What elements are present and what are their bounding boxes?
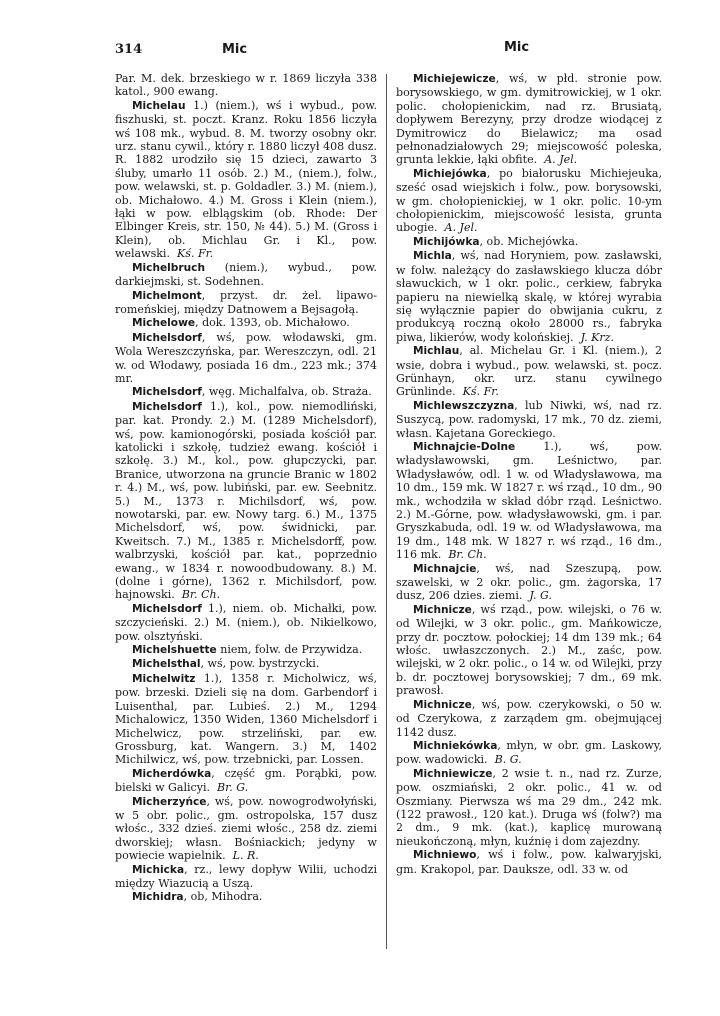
- entry-headword: Michicka: [132, 863, 185, 876]
- dictionary-entry: [115, 890, 377, 904]
- dictionary-entry: [115, 643, 377, 657]
- dictionary-entry: [115, 385, 377, 399]
- entry-text: 1.), niem. ob. Michałki, pow. szczycieński. 2.) M. (niem.), ob. Nikielkowo, pow. olsztyński.: [115, 601, 377, 643]
- dictionary-entry: [396, 698, 662, 739]
- entry-text: (niem.), wybud., pow. darkiejmski, st. Sodehnen.: [115, 260, 377, 289]
- entry-headword: Michniekówka: [413, 739, 498, 752]
- entry-headword: Michelsdorf: [132, 386, 202, 399]
- running-title-left: Mic: [222, 42, 248, 57]
- entry-headword: Michnicze: [413, 698, 472, 711]
- entry-text: , wś, nad Szeszupą, pow. szawelski, w 2 okr. polic., gm. żagorska, 17 dusz, 206 dzies. ziemi.: [396, 561, 662, 603]
- entry-text: 1.), kol., pow. niemodliński, par. kat. Prondy. 2.) M. (1289 Michelsdorf), wś, pow. kamionogórski, posiada kościół par. katolicki i szkołę, tudzież ewang. kościół i szkołę. 3.) M., kol., pow. głupczycki, par. Branice, utworzona na gruncie Branic w 1802 r. 4.) M., wś, pow. lubiński, par. ew. Seebnitz. 5.) M., 1373 r. Michilsdorf, wś, pow. nowotarski, par. ew. Nowy targ. 6.) M., 1375 Michelsdorf, wś, pow. świdnicki, par. Kweitsch. 7.) M., 1385 r. Michelsdorff, pow. walbrzyski, kościół par. kat., poprzednio ewang., w 1834 r. nowoodbudowany. 8.) M. (dolne i górne), 1362 r. Michilsdorf, pow. hajnowski.: [115, 399, 377, 602]
- entry-text: , ob. Michejówka.: [479, 234, 579, 248]
- dictionary-entry: [396, 440, 662, 562]
- dictionary-entry: [396, 167, 662, 235]
- running-title-right: Mic: [504, 40, 530, 55]
- entry-signature: J. G.: [529, 589, 552, 603]
- entry-signature: B. G.: [494, 753, 522, 767]
- dictionary-entry: [115, 72, 377, 99]
- entry-text: niem, folw. de Przywidza.: [216, 643, 363, 657]
- entry-text: , 2 wsie t. n., nad rz. Zurze, pow. oszmiański, 2 okr. polic., 41 w. od Oszmiany. Pierwsza wś ma 29 dm., 242 mk. (122 prawosł., 120 kat.). Druga wś (folw?) ma 2 dm., 9 mk. (kat.), kaplicę murowaną nieukończoną, młyn, kuźnię i dom zajezdny.: [396, 766, 662, 848]
- entry-text: , po białorusku Michiejeuka, sześć osad wiejskich i folw., pow. borysowski, w gm. chołopienickiej, w 1 okr. polic. 10-ym chołopienickim, miejscowość lesista, grunta ubogie.: [396, 166, 662, 235]
- entry-text: , wś, w płd. stronie pow. borysowskiego, w gm. dymitrowickiej, w 1 okr. polic. chołopienickim, nad rz. Brusiatą, dopływem Berezyny, przy drodze wiodącej z Dymitrowicz do Bielawicz; ma osad pełnonadziałowych 29; miejscowość poleska, grunta lekkie, łąki obfite.: [396, 72, 662, 167]
- entry-headword: Michelmont: [132, 289, 202, 302]
- entry-headword: Michelsdorf: [132, 400, 202, 413]
- entry-headword: Michelowe: [132, 317, 196, 330]
- entry-headword: Michniewicze: [413, 767, 493, 780]
- entry-text: , dok. 1393, ob. Michałowo.: [195, 316, 350, 330]
- entry-signature: Kś. Fr.: [462, 385, 499, 399]
- entry-headword: Michelsdorf: [132, 602, 202, 615]
- entry-headword: Micherdówka: [132, 767, 212, 780]
- dictionary-entry: [396, 344, 662, 399]
- entry-text: , część gm. Porąbki, pow. bielski w Galicyi.: [115, 766, 377, 795]
- entry-headword: Michelwitz: [132, 672, 196, 685]
- dictionary-entry: [396, 848, 662, 876]
- entry-text: , młyn, w obr. gm. Laskowy, pow. wadowicki.: [396, 738, 662, 767]
- entry-text: , al. Michelau Gr. i Kl. (niem.), 2 wsie, dobra i wybud., pow. welawski, st. pocz. Grünhayn, okr. urz. stanu cywilnego Grünlinde.: [396, 344, 662, 399]
- entry-text: , wś, nad Horyniem, pow. zasławski, w folw. należący do zasławskiego klucza dóbr sławuckich, w 1 okr. polic., cerkiew, fabryka papieru na niewielką skalę, w której wyrabia się wyłącznie papier do obwijania cukru, z produkcyą roczną około 28000 rs., fabryka piwa, likierów, wody kolońskiej.: [396, 249, 662, 344]
- entry-text: 1.), 1358 r. Micholwicz, wś, pow. brzeski. Dzieli się na dom. Garbendorf i Luisenthal, par. Lubieś. 2.) M., 1294 Michalowicz, 1350 Widen, 1360 Michelsdorf i Michelwicz, pow. strzeliński, par. ew. Grossburg, kat. Wangern. 3.) M, 1402 Michilwicz, wś, pow. trzebnicki, par. Lossen.: [115, 671, 377, 767]
- entry-headword: Michijówka: [413, 235, 480, 248]
- entry-headword: Michniewo: [413, 849, 477, 862]
- entry-text: , wś, pow. czerykowski, o 50 w. od Czerykowa, z zarządem gm. obejmującej 1142 dusz.: [396, 697, 662, 739]
- entry-headword: Michnicze: [413, 603, 472, 616]
- entry-text: , wś, pow. nowogrodwołyński, w 5 obr. polic., gm. ostropolska, 157 dusz włośc., 332 dzieś. ziemi włośc., 258 dz. ziemi dworskiej; własn. Bośniackich; jedyny w powiecie wapielnik.: [115, 794, 377, 863]
- entry-text: , wś i folw., pow. kalwaryjski, gm. Krakopol, par. Daukszе, odl. 33 w. od: [396, 848, 662, 876]
- left-text-column: [115, 72, 377, 905]
- entry-text: , wś, pow. włodawski, gm. Wola Wereszczyńska, par. Wereszczyn, odl. 21 w. od Włodawy, posiada 16 dm., 223 mk.; 374 mr.: [115, 330, 377, 385]
- dictionary-entry: [396, 562, 662, 603]
- entry-text: , przyst. dr. żel. lipawo-romeńskiej, między Datnowem a Bejsagołą.: [115, 288, 377, 316]
- dictionary-entry: [396, 399, 662, 440]
- entry-headword: Michiejówka: [413, 167, 487, 180]
- entry-headword: Michelau: [132, 99, 186, 112]
- entry-signature: Br. G.: [217, 781, 249, 795]
- entry-headword: Michidra: [132, 891, 184, 904]
- dictionary-entry: [396, 235, 662, 249]
- dictionary-entry: [115, 331, 377, 386]
- entry-text: , ob, Mihodra.: [183, 890, 263, 904]
- entry-text: , wś rząd., pow. wilejski, o 76 w. od Wilejki, w 3 okr. polic., gm. Mańkowicze, przy dr. pocztow. połockiej; 14 dm 139 mk.; 64 włośc. uwłaszczonych. 2.) M., zaśc, pow. wilejski, w 2 okr. polic., o 14 w. od Wilejki, przy b. dr. pocztowej borysowskiej; 7 dm., 69 mk. prawosł.: [396, 602, 662, 698]
- entry-text: Par. M. dek. brzeskiego w r. 1869 liczyła 338 katol., 900 ewang.: [115, 72, 377, 99]
- dictionary-entry: [115, 863, 377, 891]
- dictionary-entry: [396, 249, 662, 344]
- dictionary-entry: [396, 72, 662, 167]
- dictionary-entry: [396, 767, 662, 848]
- entry-text: 1.) (niem.), wś i wybud., pow. fiszhuski, st. poczt. Kranz. Roku 1856 liczyła wś 108 mk., wybud. 8. M. tworzy osobny okr. urz. stanu cywil., który r. 1880 liczył 408 dusz. R. 1882 urodziło się 15 dzieci, zawarto 3 śluby, umarło 11 osób. 2.) M., (niem.), folw., pow. welawski, st. p. Goldadler. 3.) M. (niem.), ob. Michałowo. 4.) M. Gross i Klein (niem.), łąki w pow. elblągskim (ob. Rhode: Der Elbinger Kreis, str. 150, № 44). 5.) M. (Gross i Klein), ob. Michlau Gr. i Kl., pow. welawski.: [115, 98, 377, 261]
- dictionary-entry: [115, 767, 377, 795]
- entry-headword: Michnajcie-Dolne: [413, 440, 516, 453]
- dictionary-entry: [115, 99, 377, 261]
- entry-headword: Michnajcie: [413, 562, 477, 575]
- dictionary-entry: [115, 316, 377, 330]
- dictionary-entry: [115, 795, 377, 863]
- entry-signature: Br. Ch.: [181, 588, 221, 602]
- entry-headword: Michlewszczyzna: [413, 399, 515, 412]
- entry-signature: Br. Ch.: [448, 548, 487, 562]
- entry-headword: Michelbruch: [132, 261, 205, 274]
- entry-headword: Michlau: [413, 345, 460, 358]
- entry-headword: Michiejewicze: [413, 73, 496, 85]
- entry-headword: Michelsdorf: [132, 331, 202, 344]
- right-text-column: [396, 72, 662, 876]
- entry-signature: A. Jel.: [444, 221, 478, 235]
- dictionary-entry: [396, 603, 662, 698]
- entry-signature: L. R.: [232, 849, 259, 863]
- entry-text: , węg. Michalfalva, ob. Straża.: [201, 385, 372, 399]
- entry-headword: Michelsthal: [132, 658, 201, 671]
- entry-text: 1.), wś, pow. władysławowski, gm. Leśnictwo, par. Władysławów, odl. 1 w. od Władysławowa, ma 10 dm., 159 mk. W 1827 r. wś rząd., 10 dm., 90 mk., wchodziła w skład dóbr rząd. Leśnictwo. 2.) M.-Górne, pow. władysławowski, gm. i par. Gryszkabuda, odl. 19 w. od Władysławowa, ma 19 dm., 148 mk. W 1827 r. wś rząd., 16 dm., 116 mk.: [396, 439, 662, 562]
- dictionary-entry: [396, 739, 662, 767]
- entry-text: , rz., lewy dopływ Wilii, uchodzi między Wiazucią a Uszą.: [115, 862, 377, 890]
- dictionary-entry: [115, 289, 377, 317]
- dictionary-entry: [115, 672, 377, 767]
- entry-headword: Michelshuette: [132, 644, 217, 657]
- entry-signature: A. Jel.: [544, 153, 578, 167]
- dictionary-entry: [115, 602, 377, 643]
- page-number: 314: [115, 42, 143, 57]
- dictionary-entry: [115, 261, 377, 289]
- entry-headword: Micherzyńce: [132, 795, 207, 808]
- entry-text: , lub Niwki, wś, nad rz. Suszycą, pow. radomyski, 17 mk., 70 dz. ziemi, własn. Kajetana Goreckiego.: [396, 398, 662, 440]
- dictionary-entry: [115, 657, 377, 671]
- entry-signature: Kś. Fr.: [177, 247, 214, 261]
- dictionary-entry: [115, 400, 377, 602]
- entry-headword: Michla: [413, 250, 452, 263]
- entry-signature: J. Krz.: [580, 330, 615, 344]
- entry-text: , wś, pow. bystrzycki.: [200, 657, 320, 671]
- column-divider: [386, 74, 387, 949]
